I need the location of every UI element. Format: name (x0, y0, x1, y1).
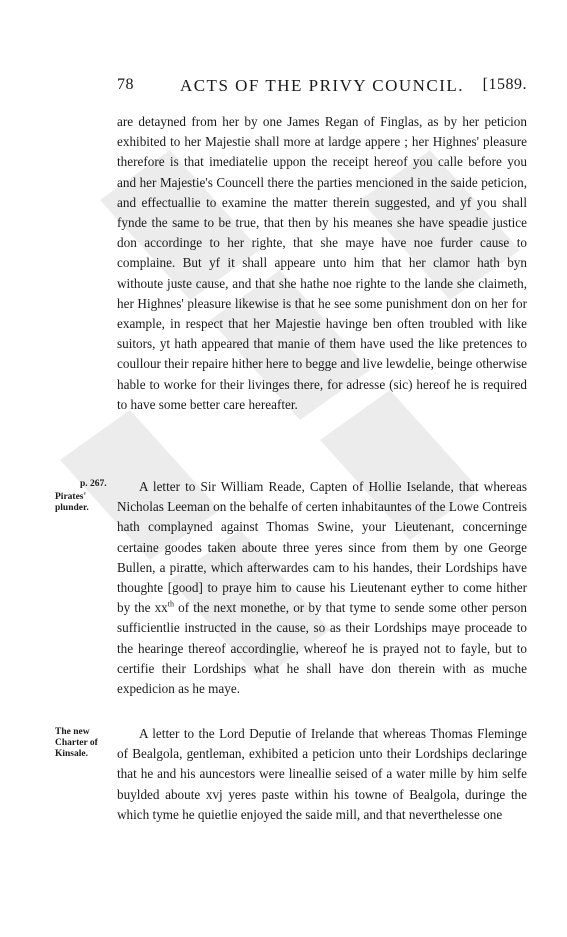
margin-note-kinsale: The new Charter of Kinsale. (55, 727, 98, 759)
paragraph-text: are detayned from her by one James Regan of Finglas, as by her peticion exhibited to her Majestie shall more at lardge appere ; her Highnes' pleasure therefore is that imediatelie uppon the receipt hereof you calle before you and her Majestie's Councell there the parties mencioned in the saide peticion, and effectuallie to examine the matter therein suggested, and yf you shall fynde the same to be true, that then by his meanes she have speadie justice don accordinge to her righte, that she maye have noe furder cause to complaine. But yf it shall appeare unto him that her clamor hath byn withoute juste cause, and that she hathe noe righte to the lande she claimeth, her Highnes' pleasure likewise is that he see some punishment don on her for example, in respect that her Majestie havinge ben often troubled with like suitors, yt hath appeared that manie of them have used the like pretences to coullour their repaire hither here to begge and live lewdelie, beinge otherwise hable to worke for their livinges there, for adresse (sic) hereof he is required to have some better care hereafter. (117, 114, 527, 412)
paragraph-text (117, 477, 527, 699)
paragraph-continuation (117, 112, 527, 415)
paragraph-text-part: A letter to Sir William Reade, Capten of Hollie Iselande, that whereas Nicholas Leeman on the behalfe of certen inhabitauntes of the Lowe Contreis hath complayned against Thomas Swine, your Lieutenant, concerninge certaine goodes taken aboute three yeres since from them by one George Bullen, a piratte, which afterwardes cam to his handes, their Lordships have thoughte [good] to praye him to cause his Lieutenant eyther to come hither by the xx (117, 479, 527, 616)
paragraph-letter-reade (117, 477, 527, 699)
running-title: ACTS OF THE PRIVY COUNCIL. (179, 76, 465, 95)
margin-note-pirates: Pirates' plunder. (55, 492, 89, 513)
header-year: [1589. (482, 76, 527, 93)
ordinal-superscript: th (167, 599, 174, 609)
page-header (117, 76, 527, 102)
paragraph-text-part: of the next monethe, or by that tyme to sende some other person sufficientlie instructed in the cause, so as their Lordships maye proceade to the hearinge thereof accordinglie, whereof he is prayed not to fayle, but to certifie their Lordships what he shall have don therein with as muche expedicion as he maye. (117, 600, 527, 697)
paragraph-text: A letter to the Lord Deputie of Irelande that whereas Thomas Fleminge of Bealgola, gentleman, exhibited a peticion unto their Lordships declaringe that he and his auncestors were lineallie seised of a water mille by him selfe buylded aboute xvj yeres paste within his towne of Bealgola, duringe the which tyme he quietlie enjoyed the saide mill, and that neverthelesse one (117, 726, 527, 822)
page-number: 78 (117, 76, 134, 93)
paragraph-letter-deputie (117, 724, 527, 825)
margin-page-reference: p. 267. (80, 479, 107, 489)
